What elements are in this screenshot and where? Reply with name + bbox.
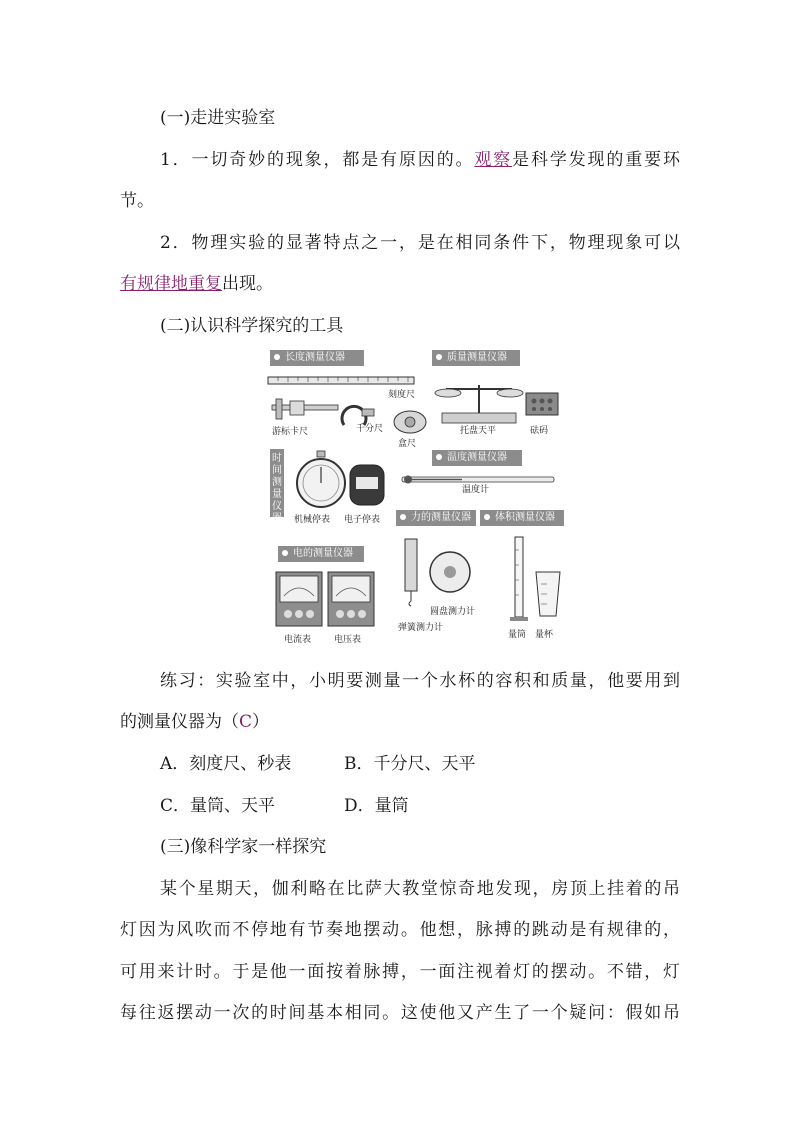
digital-watch-illustration xyxy=(348,463,386,507)
dial-scale-illustration xyxy=(424,550,474,596)
paragraph-2-line-1: 2．物理实验的显著特点之一，是在相同条件下，物理现象可以 xyxy=(160,233,680,253)
section-heading-tools: (二)认识科学探究的工具 xyxy=(160,316,344,336)
caption-cylinder: 量筒 xyxy=(508,630,527,640)
paragraph-2-line-2 xyxy=(120,273,680,295)
exercise-question-text: 的测量仪器为（ xyxy=(120,712,239,732)
panel-label-time: 时间测量仪器 xyxy=(272,453,282,524)
paragraph-2-text-b: 出现。 xyxy=(222,274,273,294)
spring-scale-illustration xyxy=(402,535,420,605)
caption-caliper: 游标卡尺 xyxy=(272,427,309,437)
panel-label-length: 长度测量仪器 xyxy=(285,352,345,363)
exercise-question-close: ） xyxy=(252,712,270,732)
caption-balance: 托盘天平 xyxy=(460,426,497,436)
exercise-answer: C xyxy=(239,712,253,732)
story-line-2: 灯因为风吹而不停地有节奏地摆动。他想，脉搏的跳动是有规律的， xyxy=(120,920,680,940)
caption-dial-scale: 圆盘测力计 xyxy=(430,607,476,617)
caption-thermometer: 温度计 xyxy=(462,485,490,495)
tape-measure-illustration xyxy=(392,409,428,437)
story-line-4: 每往返摆动一次的时间基本相同。这使他又产生了一个疑问：假如吊 xyxy=(120,1003,680,1023)
caption-tape: 盒尺 xyxy=(398,439,417,449)
paragraph-1-line-2: 节。 xyxy=(120,191,154,211)
caption-spring-scale: 弹簧测力计 xyxy=(398,623,444,633)
beaker-illustration xyxy=(532,570,564,620)
panel-label-volume: 体积测量仪器 xyxy=(495,512,555,523)
balance-illustration xyxy=(434,375,524,430)
paragraph-1-text-a: 1．一切奇妙的现象，都是有原因的。 xyxy=(160,150,475,170)
caption-digital-watch: 电子停表 xyxy=(344,515,381,525)
panel-header-time xyxy=(270,449,284,524)
panel-label-electric: 电的测量仪器 xyxy=(293,548,353,559)
paragraph-1-line-1 xyxy=(160,149,680,171)
stopwatch-illustration xyxy=(294,451,350,511)
panel-label-temperature: 温度测量仪器 xyxy=(447,452,507,463)
option-b: B．千分尺、天平 xyxy=(344,754,476,774)
panel-header-force xyxy=(396,510,476,526)
panel-header-mass xyxy=(432,350,520,366)
panel-label-force: 力的测量仪器 xyxy=(411,512,471,523)
option-c: C．量筒、天平 xyxy=(160,796,276,816)
caption-ammeter: 电流表 xyxy=(284,635,312,645)
caption-micrometer: 千分尺 xyxy=(356,424,384,434)
answer-regular-repeat: 有规律地重复 xyxy=(120,274,222,294)
ammeter-illustration xyxy=(274,570,324,630)
option-a: A．刻度尺、秒表 xyxy=(160,754,292,774)
caption-stopwatch: 机械停表 xyxy=(294,515,331,525)
caption-ruler: 刻度尺 xyxy=(388,390,416,400)
caption-weights: 砝码 xyxy=(530,426,549,436)
section-heading-lab: (一)走进实验室 xyxy=(160,108,276,128)
panel-header-volume xyxy=(480,510,564,526)
instruments-figure xyxy=(264,345,566,650)
caption-beaker: 量杯 xyxy=(535,630,554,640)
section-heading-scientist: (三)像科学家一样探究 xyxy=(160,837,327,857)
voltmeter-illustration xyxy=(326,570,376,630)
story-line-3: 可用来计时。于是他一面按着脉搏，一面注视着灯的摆动。不错，灯 xyxy=(120,962,680,982)
caliper-illustration xyxy=(272,397,342,427)
panel-header-electric xyxy=(278,546,364,562)
panel-header-temperature xyxy=(432,450,522,466)
graduated-cylinder-illustration xyxy=(510,535,528,625)
exercise-question-line-1: 练习：实验室中，小明要测量一个水杯的容积和质量，他要用到 xyxy=(160,671,680,691)
panel-label-mass: 质量测量仪器 xyxy=(447,352,507,363)
caption-voltmeter: 电压表 xyxy=(334,635,362,645)
story-line-1: 某个星期天，伽利略在比萨大教堂惊奇地发现，房顶上挂着的吊 xyxy=(160,879,680,899)
exercise-question-line-2 xyxy=(120,711,680,733)
answer-observe: 观察 xyxy=(474,150,513,170)
panel-header-length xyxy=(270,350,364,366)
weights-box-illustration xyxy=(524,389,560,419)
paragraph-1-text-b: 是科学发现的重要环 xyxy=(512,150,680,170)
option-d: D．量筒 xyxy=(344,796,409,816)
